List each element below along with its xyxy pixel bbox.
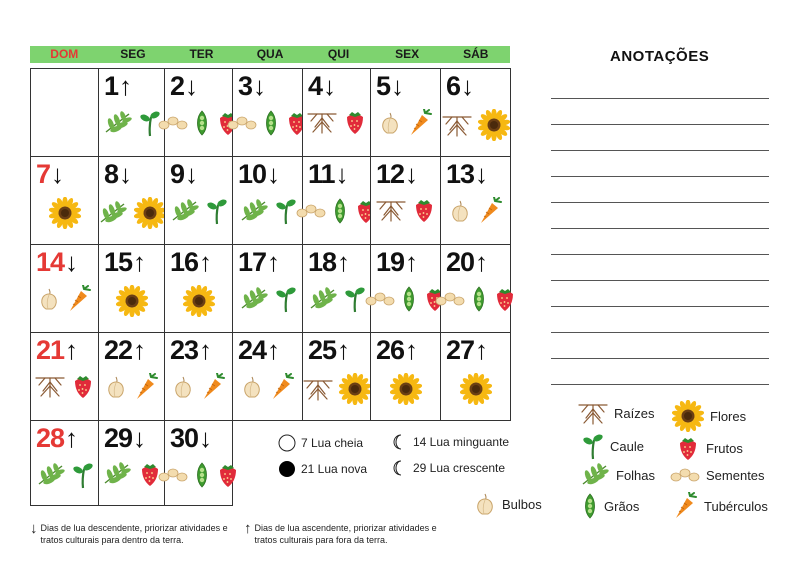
day-number-value: 3 bbox=[238, 71, 253, 101]
moon-waning-label: 14 Lua minguante bbox=[413, 435, 510, 449]
day-number-value: 15 bbox=[104, 247, 133, 277]
stem-icon bbox=[72, 461, 94, 489]
annotation-line bbox=[551, 98, 769, 99]
day-crop-icons bbox=[371, 197, 440, 223]
sunflower-icon bbox=[460, 373, 492, 405]
day-crop-icons bbox=[31, 461, 98, 489]
day-cell bbox=[30, 420, 99, 506]
day-cell bbox=[302, 244, 371, 333]
sunflower-icon bbox=[183, 285, 215, 317]
day-cell bbox=[302, 332, 371, 421]
arrow-down-icon: ↓ bbox=[199, 423, 212, 453]
seeds-icon bbox=[435, 290, 465, 308]
day-number bbox=[170, 423, 211, 453]
leaves-icon bbox=[98, 200, 128, 226]
day-number-value: 17 bbox=[238, 247, 267, 277]
moon-waxing-label: 29 Lua crescente bbox=[413, 461, 506, 475]
stem-icon bbox=[582, 432, 604, 460]
day-number-value: 18 bbox=[308, 247, 337, 277]
onion-icon bbox=[105, 375, 127, 399]
carrot-icon bbox=[672, 492, 698, 520]
stem-icon bbox=[275, 285, 297, 313]
moon-waxing bbox=[390, 459, 505, 477]
peas-icon bbox=[263, 109, 279, 137]
day-crop-icons bbox=[233, 373, 302, 401]
annotation-line bbox=[551, 306, 769, 307]
peas-icon bbox=[401, 285, 417, 313]
day-number-value: 21 bbox=[36, 335, 65, 365]
day-number-value: 10 bbox=[238, 159, 267, 189]
leaves-icon bbox=[239, 286, 269, 312]
arrow-down-icon: ↓ bbox=[475, 159, 488, 189]
annotation-line bbox=[551, 384, 769, 385]
arrow-up-icon: ↑ bbox=[65, 335, 78, 365]
annotations-title: ANOTAÇÕES bbox=[610, 48, 710, 65]
annotation-line bbox=[551, 332, 769, 333]
new-moon-icon bbox=[278, 460, 296, 478]
day-crop-icons bbox=[441, 373, 510, 405]
day-cell bbox=[370, 244, 441, 333]
roots-icon bbox=[303, 376, 333, 402]
onion-icon bbox=[172, 375, 194, 399]
legend-sementes bbox=[670, 466, 765, 484]
sunflower-icon bbox=[672, 400, 704, 432]
day-number-value: 4 bbox=[308, 71, 323, 101]
peas-icon bbox=[582, 492, 598, 520]
arrow-up-icon: ↑ bbox=[267, 247, 280, 277]
day-seg: SEG bbox=[120, 47, 146, 61]
strawberry-icon bbox=[71, 373, 95, 399]
day-number-value: 24 bbox=[238, 335, 267, 365]
onion-icon bbox=[474, 492, 496, 516]
day-cell bbox=[440, 244, 511, 333]
day-cell bbox=[30, 156, 99, 245]
day-number bbox=[376, 159, 417, 189]
carrot-icon bbox=[66, 285, 92, 313]
day-number-value: 13 bbox=[446, 159, 475, 189]
day-cell bbox=[232, 68, 303, 157]
day-number bbox=[104, 335, 145, 365]
day-qua: QUA bbox=[256, 47, 284, 61]
arrow-up-icon: ↑ bbox=[267, 335, 280, 365]
day-number bbox=[446, 71, 473, 101]
sunflower-icon bbox=[49, 197, 81, 229]
weekday-header bbox=[30, 46, 510, 63]
day-crop-icons bbox=[165, 109, 232, 137]
day-number bbox=[170, 335, 211, 365]
day-number-value: 12 bbox=[376, 159, 405, 189]
day-crop-icons bbox=[233, 109, 302, 137]
seeds-icon bbox=[365, 290, 395, 308]
arrow-down-icon: ↓ bbox=[405, 159, 418, 189]
legend-folhas-label: Folhas bbox=[616, 467, 656, 483]
day-number bbox=[104, 247, 145, 277]
day-crop-icons bbox=[31, 285, 98, 313]
arrow-up-icon: ↑ bbox=[119, 71, 132, 101]
day-cell bbox=[164, 332, 233, 421]
day-crop-icons bbox=[233, 197, 302, 225]
day-number bbox=[308, 71, 335, 101]
day-crop-icons bbox=[165, 461, 232, 489]
day-number-value: 29 bbox=[104, 423, 133, 453]
arrow-up-icon: ↑ bbox=[337, 335, 350, 365]
legend-raizes bbox=[578, 400, 654, 426]
peas-icon bbox=[194, 109, 210, 137]
day-crop-icons bbox=[371, 109, 440, 137]
day-crop-icons bbox=[99, 373, 164, 401]
arrow-down-icon: ↓ bbox=[185, 159, 198, 189]
leaves-icon bbox=[308, 286, 338, 312]
legend-caule-label: Caule bbox=[610, 438, 644, 454]
peas-icon bbox=[471, 285, 487, 313]
day-number bbox=[376, 247, 417, 277]
legend-tuberculos bbox=[672, 492, 768, 520]
day-number bbox=[446, 335, 487, 365]
day-cell bbox=[98, 68, 165, 157]
day-crop-icons bbox=[303, 197, 370, 225]
arrow-down-icon: ↓ bbox=[65, 247, 78, 277]
day-number-value: 11 bbox=[308, 159, 335, 189]
leaves-icon bbox=[103, 110, 133, 136]
arrow-down-icon: ↓ bbox=[185, 71, 198, 101]
day-number bbox=[376, 71, 403, 101]
day-crop-icons bbox=[31, 373, 98, 399]
day-cell bbox=[30, 244, 99, 333]
day-crop-icons bbox=[233, 285, 302, 313]
arrow-up-icon: ↑ bbox=[133, 247, 146, 277]
day-number-value: 20 bbox=[446, 247, 475, 277]
day-cell bbox=[164, 420, 233, 506]
day-crop-icons bbox=[441, 109, 510, 141]
day-number-value: 1 bbox=[104, 71, 119, 101]
legend-flores-label: Flores bbox=[710, 408, 747, 424]
day-crop-icons bbox=[165, 373, 232, 401]
note-descending-text: Dias de lua descendente, priorizar atividades e tratos culturais para dentro da terra. bbox=[40, 523, 228, 545]
arrow-up-icon: ↑ bbox=[244, 520, 252, 537]
leaves-icon bbox=[36, 462, 66, 488]
moon-full bbox=[278, 434, 363, 452]
day-number bbox=[36, 335, 77, 365]
day-number-value: 8 bbox=[104, 159, 119, 189]
day-number-value: 5 bbox=[376, 71, 391, 101]
day-cell bbox=[232, 156, 303, 245]
day-number-value: 19 bbox=[376, 247, 405, 277]
annotation-line bbox=[551, 150, 769, 151]
arrow-up-icon: ↑ bbox=[475, 247, 488, 277]
stem-icon bbox=[344, 285, 366, 313]
moon-waning bbox=[390, 433, 509, 451]
day-cell bbox=[98, 156, 165, 245]
carrot-icon bbox=[133, 373, 159, 401]
day-crop-icons bbox=[99, 285, 164, 317]
day-crop-icons bbox=[371, 373, 440, 405]
arrow-up-icon: ↑ bbox=[199, 247, 212, 277]
moon-new bbox=[278, 460, 367, 478]
day-cell bbox=[30, 332, 99, 421]
day-cell bbox=[370, 68, 441, 157]
strawberry-icon bbox=[493, 286, 517, 312]
arrow-down-icon: ↓ bbox=[119, 159, 132, 189]
roots-icon bbox=[376, 197, 406, 223]
sunflower-icon bbox=[134, 197, 166, 229]
carrot-icon bbox=[200, 373, 226, 401]
full-moon-icon bbox=[278, 434, 296, 452]
arrow-up-icon: ↑ bbox=[133, 335, 146, 365]
annotation-line bbox=[551, 202, 769, 203]
onion-icon bbox=[449, 199, 471, 223]
day-number bbox=[446, 159, 487, 189]
day-crop-icons bbox=[303, 285, 370, 313]
moon-new-label: 21 Lua nova bbox=[301, 462, 368, 476]
day-number-value: 30 bbox=[170, 423, 199, 453]
seeds-icon bbox=[296, 202, 326, 220]
day-number bbox=[104, 71, 131, 101]
leaves-icon bbox=[580, 462, 610, 488]
day-number-value: 23 bbox=[170, 335, 199, 365]
day-number bbox=[170, 159, 197, 189]
day-number-value: 27 bbox=[446, 335, 475, 365]
arrow-up-icon: ↑ bbox=[199, 335, 212, 365]
stem-icon bbox=[206, 197, 228, 225]
day-cell bbox=[164, 68, 233, 157]
day-cell bbox=[302, 156, 371, 245]
arrow-down-icon: ↓ bbox=[267, 159, 280, 189]
legend-sementes-label: Sementes bbox=[706, 467, 765, 483]
seeds-icon bbox=[158, 114, 188, 132]
annotation-line bbox=[551, 358, 769, 359]
arrow-down-icon: ↓ bbox=[323, 71, 336, 101]
sunflower-icon bbox=[339, 373, 371, 405]
leaves-icon bbox=[170, 198, 200, 224]
legend-graos bbox=[582, 492, 639, 520]
strawberry-icon bbox=[216, 462, 240, 488]
annotation-line bbox=[551, 254, 769, 255]
leaves-icon bbox=[239, 198, 269, 224]
day-number bbox=[104, 423, 145, 453]
legend-bulbos bbox=[474, 492, 542, 516]
day-qui: QUI bbox=[327, 47, 350, 61]
annotation-line bbox=[551, 124, 769, 125]
carrot-icon bbox=[407, 109, 433, 137]
roots-icon bbox=[35, 373, 65, 399]
day-crop-icons bbox=[99, 197, 164, 229]
day-crop-icons bbox=[303, 373, 370, 405]
onion-icon bbox=[379, 111, 401, 135]
day-number bbox=[238, 247, 279, 277]
day-sab: SÁB bbox=[463, 47, 489, 61]
day-crop-icons bbox=[31, 197, 98, 229]
day-cell bbox=[98, 244, 165, 333]
leaves-icon bbox=[102, 461, 132, 487]
arrow-up-icon: ↑ bbox=[65, 423, 78, 453]
day-crop-icons bbox=[371, 285, 440, 313]
day-crop-icons bbox=[99, 461, 164, 487]
arrow-down-icon: ↓ bbox=[133, 423, 146, 453]
seeds-icon bbox=[227, 114, 257, 132]
peas-icon bbox=[332, 197, 348, 225]
day-crop-icons bbox=[303, 109, 370, 135]
day-number bbox=[308, 335, 349, 365]
roots-icon bbox=[307, 109, 337, 135]
roots-icon bbox=[442, 112, 472, 138]
day-crop-icons bbox=[165, 285, 232, 317]
arrow-up-icon: ↑ bbox=[337, 247, 350, 277]
day-cell bbox=[440, 68, 511, 157]
arrow-down-icon: ↓ bbox=[253, 71, 266, 101]
day-number-value: 26 bbox=[376, 335, 405, 365]
day-dom: DOM bbox=[50, 47, 79, 61]
strawberry-icon bbox=[343, 109, 367, 135]
day-cell bbox=[302, 68, 371, 157]
empty-day-cell bbox=[30, 68, 99, 157]
day-number-value: 7 bbox=[36, 159, 51, 189]
day-crop-icons bbox=[165, 197, 232, 225]
arrow-up-icon: ↑ bbox=[405, 247, 418, 277]
day-number-value: 9 bbox=[170, 159, 185, 189]
day-number bbox=[238, 159, 279, 189]
legend-flores bbox=[672, 400, 746, 432]
legend-frutos-label: Frutos bbox=[706, 440, 743, 456]
sunflower-icon bbox=[478, 109, 510, 141]
day-number bbox=[308, 159, 348, 189]
day-crop-icons bbox=[441, 197, 510, 225]
strawberry-icon bbox=[412, 197, 436, 223]
day-number-value: 28 bbox=[36, 423, 65, 453]
day-sex: SEX bbox=[395, 47, 420, 61]
arrow-down-icon: ↓ bbox=[335, 159, 348, 189]
day-cell bbox=[164, 156, 233, 245]
legend-raizes-label: Raízes bbox=[614, 405, 655, 421]
arrow-up-icon: ↑ bbox=[405, 335, 418, 365]
day-cell bbox=[98, 420, 165, 506]
annotation-line bbox=[551, 280, 769, 281]
day-number bbox=[104, 159, 131, 189]
day-number bbox=[308, 247, 349, 277]
day-number-value: 14 bbox=[36, 247, 65, 277]
day-number bbox=[36, 159, 63, 189]
seeds-icon bbox=[670, 466, 700, 484]
day-cell bbox=[232, 332, 303, 421]
peas-icon bbox=[194, 461, 210, 489]
day-number-value: 16 bbox=[170, 247, 199, 277]
sunflower-icon bbox=[116, 285, 148, 317]
note-descending bbox=[30, 522, 235, 546]
seeds-icon bbox=[158, 466, 188, 484]
day-number-value: 22 bbox=[104, 335, 133, 365]
day-cell bbox=[370, 156, 441, 245]
day-crop-icons bbox=[441, 285, 510, 313]
arrow-down-icon: ↓ bbox=[51, 159, 64, 189]
day-number bbox=[376, 335, 417, 365]
day-number bbox=[170, 71, 197, 101]
arrow-up-icon: ↑ bbox=[475, 335, 488, 365]
note-ascending bbox=[244, 522, 449, 546]
day-number bbox=[36, 247, 77, 277]
annotation-line bbox=[551, 228, 769, 229]
arrow-down-icon: ↓ bbox=[461, 71, 474, 101]
carrot-icon bbox=[477, 197, 503, 225]
legend-frutos bbox=[676, 435, 743, 461]
waning-moon-icon bbox=[390, 433, 408, 451]
annotation-line bbox=[551, 176, 769, 177]
day-number bbox=[238, 71, 265, 101]
stem-icon bbox=[275, 197, 297, 225]
waxing-moon-icon bbox=[390, 459, 408, 477]
day-cell bbox=[440, 156, 511, 245]
day-number-value: 2 bbox=[170, 71, 185, 101]
day-number bbox=[170, 247, 211, 277]
day-number-value: 6 bbox=[446, 71, 461, 101]
moon-full-label: 7 Lua cheia bbox=[301, 436, 364, 450]
onion-icon bbox=[38, 287, 60, 311]
day-cell bbox=[370, 332, 441, 421]
arrow-down-icon: ↓ bbox=[391, 71, 404, 101]
strawberry-icon bbox=[676, 435, 700, 461]
onion-icon bbox=[241, 375, 263, 399]
legend-caule bbox=[582, 432, 644, 460]
day-cell bbox=[164, 244, 233, 333]
day-number-value: 25 bbox=[308, 335, 337, 365]
day-number bbox=[238, 335, 279, 365]
note-ascending-text: Dias de lua ascendente, priorizar atividades e tratos culturais para fora da terra. bbox=[254, 523, 437, 545]
day-number bbox=[36, 423, 77, 453]
legend-bulbos-label: Bulbos bbox=[502, 496, 542, 512]
day-ter: TER bbox=[189, 47, 214, 61]
legend-folhas bbox=[580, 462, 655, 488]
day-number bbox=[446, 247, 487, 277]
legend-tuberculos-label: Tubérculos bbox=[704, 498, 768, 514]
day-cell bbox=[98, 332, 165, 421]
carrot-icon bbox=[269, 373, 295, 401]
legend-graos-label: Grãos bbox=[604, 498, 640, 514]
sunflower-icon bbox=[390, 373, 422, 405]
day-cell bbox=[440, 332, 511, 421]
arrow-down-icon: ↓ bbox=[30, 520, 38, 537]
roots-icon bbox=[578, 400, 608, 426]
day-crop-icons bbox=[99, 109, 164, 137]
day-cell bbox=[232, 244, 303, 333]
